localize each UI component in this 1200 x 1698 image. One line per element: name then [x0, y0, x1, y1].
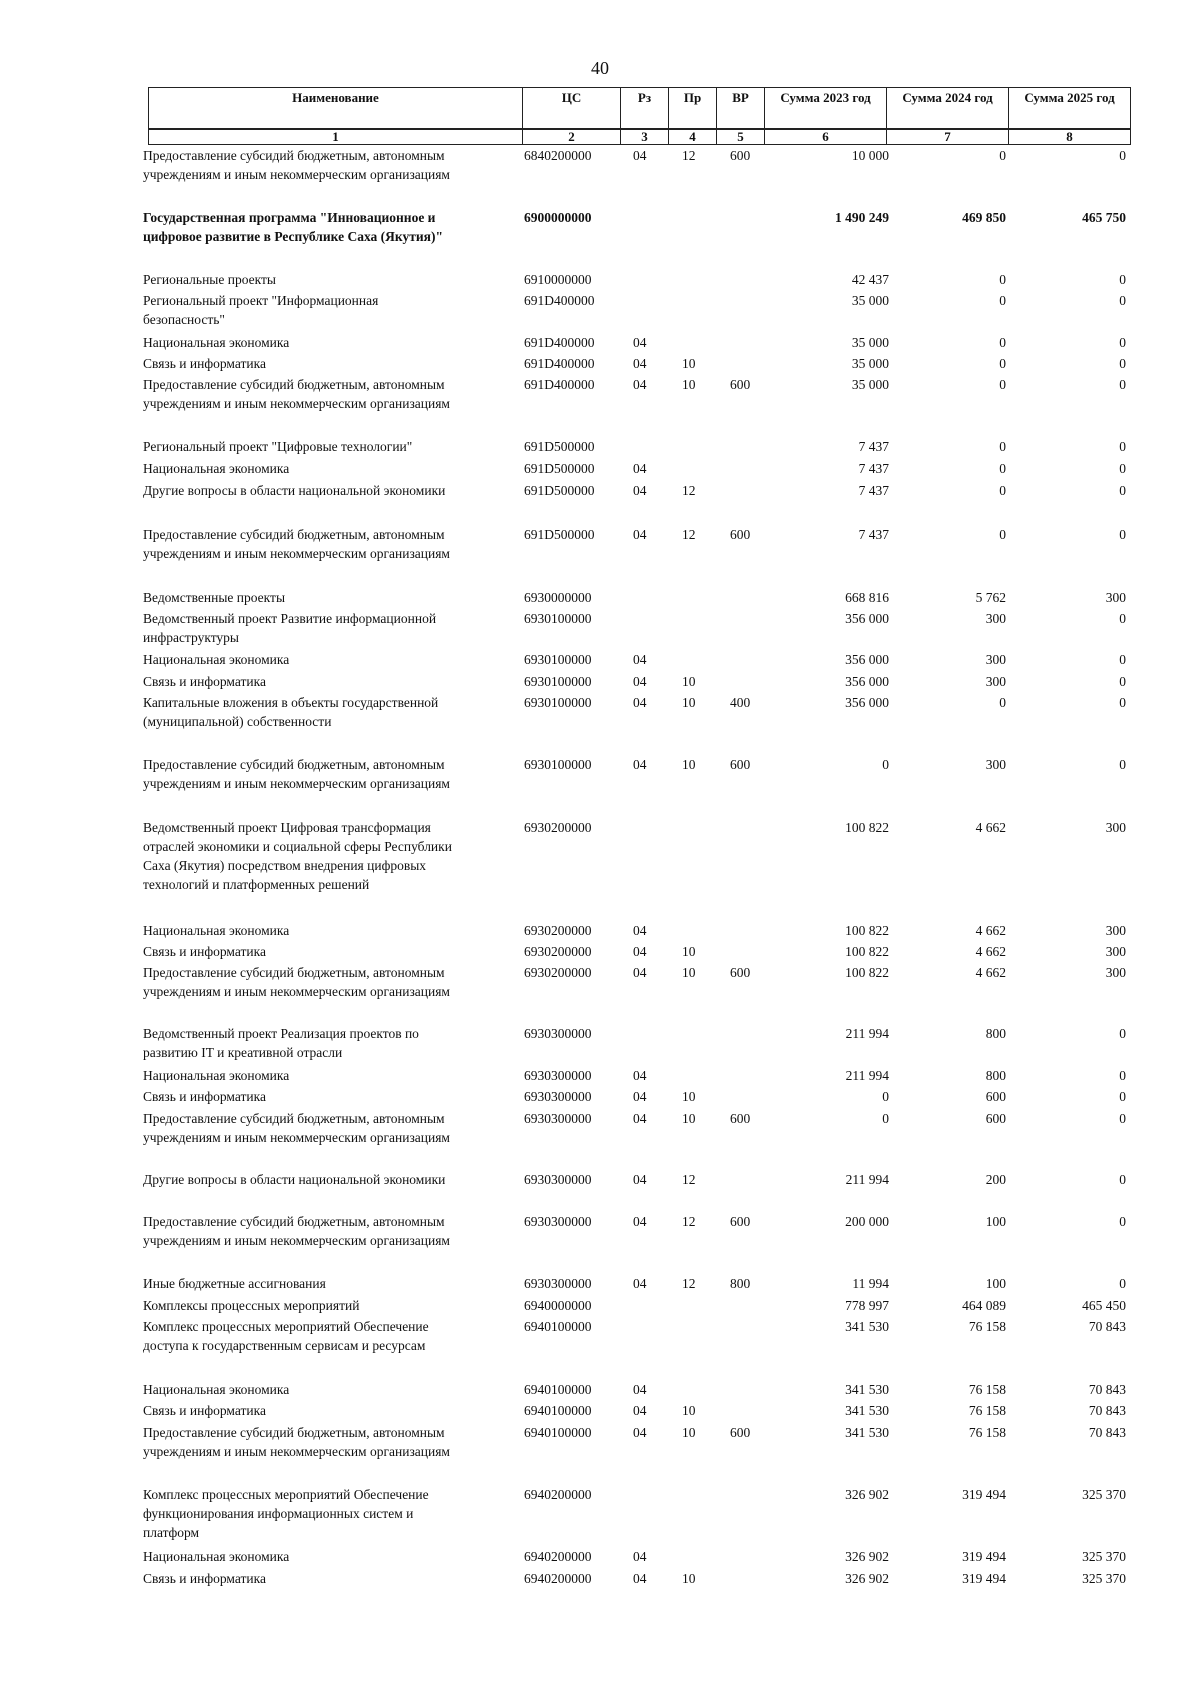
row-cs: 691D400000 — [524, 377, 595, 392]
row-sum-2024: 600 — [985, 1111, 1006, 1126]
row-sum-2024: 4 662 — [975, 965, 1006, 980]
row-sum-2023: 341 530 — [845, 1425, 889, 1440]
header-vr: ВР — [717, 88, 765, 130]
row-sum-2023: 42 437 — [851, 272, 889, 287]
row-sum-2024: 4 662 — [975, 820, 1006, 835]
row-name: Связь и информатика — [143, 356, 266, 371]
row-name: Предоставление субсидий бюджетным, автономным учреждениям и иным некоммерческим организациям — [143, 1214, 450, 1248]
row-name: Связь и информатика — [143, 1089, 266, 1104]
row-sum-2024: 469 850 — [962, 210, 1006, 225]
row-rz: 04 — [633, 461, 647, 476]
row-pr: 10 — [682, 377, 696, 392]
row-cs: 6930100000 — [524, 611, 592, 626]
row-sum-2025: 70 843 — [1088, 1403, 1126, 1418]
row-name: Национальная экономика — [143, 1549, 290, 1564]
row-sum-2025: 0 — [1119, 461, 1126, 476]
row-name: Региональный проект "Информационная безопасность" — [143, 293, 379, 327]
row-sum-2025: 300 — [1105, 590, 1126, 605]
row-sum-2023: 0 — [882, 757, 889, 772]
row-sum-2024: 100 — [985, 1276, 1006, 1291]
row-cs: 6940100000 — [524, 1319, 592, 1334]
row-pr: 12 — [682, 483, 696, 498]
row-pr: 10 — [682, 695, 696, 710]
row-pr: 10 — [682, 674, 696, 689]
row-cs: 6930300000 — [524, 1172, 592, 1187]
row-sum-2024: 4 662 — [975, 944, 1006, 959]
row-sum-2024: 300 — [985, 652, 1006, 667]
header-sum-2023: Сумма 2023 год — [765, 88, 887, 130]
row-sum-2023: 10 000 — [851, 148, 889, 163]
row-name: Связь и информатика — [143, 1403, 266, 1418]
row-cs: 6840200000 — [524, 148, 592, 163]
row-sum-2023: 356 000 — [845, 674, 889, 689]
row-sum-2025: 325 370 — [1082, 1487, 1126, 1502]
row-name: Связь и информатика — [143, 674, 266, 689]
row-sum-2023: 7 437 — [858, 527, 889, 542]
row-sum-2025: 0 — [1119, 272, 1126, 287]
column-number: 1 — [149, 129, 523, 145]
row-pr: 10 — [682, 1403, 696, 1418]
row-vr: 600 — [730, 1214, 751, 1229]
header-pr: Пр — [669, 88, 717, 130]
header-cs: ЦС — [523, 88, 621, 130]
row-vr: 600 — [730, 377, 751, 392]
row-sum-2025: 0 — [1119, 652, 1126, 667]
row-pr: 10 — [682, 757, 696, 772]
row-sum-2025: 300 — [1105, 923, 1126, 938]
row-sum-2025: 0 — [1119, 1172, 1126, 1187]
row-name: Ведомственные проекты — [143, 590, 286, 605]
row-cs: 6930300000 — [524, 1089, 592, 1104]
row-sum-2023: 668 816 — [845, 590, 889, 605]
column-number: 4 — [669, 129, 717, 145]
row-sum-2023: 100 822 — [845, 820, 889, 835]
row-cs: 6940200000 — [524, 1487, 592, 1502]
row-cs: 6940100000 — [524, 1403, 592, 1418]
row-rz: 04 — [633, 335, 647, 350]
row-cs: 6910000000 — [524, 272, 592, 287]
row-pr: 12 — [682, 1172, 696, 1187]
row-sum-2023: 341 530 — [845, 1319, 889, 1334]
row-cs: 6930100000 — [524, 695, 592, 710]
column-number: 6 — [765, 129, 887, 145]
row-sum-2025: 0 — [1119, 1111, 1126, 1126]
row-pr: 12 — [682, 1214, 696, 1229]
row-sum-2024: 0 — [999, 377, 1006, 392]
row-name: Национальная экономика — [143, 461, 290, 476]
row-vr: 800 — [730, 1276, 751, 1291]
row-sum-2023: 211 994 — [845, 1026, 889, 1041]
row-cs: 691D400000 — [524, 293, 595, 308]
header-sum-2024: Сумма 2024 год — [887, 88, 1009, 130]
row-sum-2025: 0 — [1119, 377, 1126, 392]
row-name: Связь и информатика — [143, 1571, 266, 1586]
row-sum-2024: 76 158 — [968, 1425, 1006, 1440]
row-pr: 10 — [682, 1111, 696, 1126]
row-sum-2024: 319 494 — [962, 1571, 1006, 1586]
row-cs: 691D500000 — [524, 527, 595, 542]
row-rz: 04 — [633, 652, 647, 667]
row-name: Иные бюджетные ассигнования — [143, 1276, 326, 1291]
row-rz: 04 — [633, 965, 647, 980]
row-sum-2024: 76 158 — [968, 1319, 1006, 1334]
row-rz: 04 — [633, 1089, 647, 1104]
row-cs: 6940200000 — [524, 1549, 592, 1564]
row-rz: 04 — [633, 757, 647, 772]
row-sum-2025: 0 — [1119, 527, 1126, 542]
row-name: Предоставление субсидий бюджетным, автономным учреждениям и иным некоммерческим организациям — [143, 148, 450, 182]
row-sum-2025: 300 — [1105, 820, 1126, 835]
row-sum-2023: 211 994 — [845, 1068, 889, 1083]
row-cs: 6940100000 — [524, 1382, 592, 1397]
row-sum-2023: 0 — [882, 1111, 889, 1126]
row-name: Предоставление субсидий бюджетным, автономным учреждениям и иным некоммерческим организациям — [143, 377, 450, 411]
row-rz: 04 — [633, 1276, 647, 1291]
row-sum-2025: 300 — [1105, 965, 1126, 980]
row-name: Предоставление субсидий бюджетным, автономным учреждениям и иным некоммерческим организациям — [143, 527, 450, 561]
row-pr: 10 — [682, 1425, 696, 1440]
column-number: 7 — [887, 129, 1009, 145]
row-sum-2024: 0 — [999, 483, 1006, 498]
row-pr: 12 — [682, 527, 696, 542]
row-cs: 691D400000 — [524, 335, 595, 350]
row-pr: 10 — [682, 356, 696, 371]
row-rz: 04 — [633, 377, 647, 392]
header-sum-2025: Сумма 2025 год — [1009, 88, 1131, 130]
row-cs: 6940200000 — [524, 1571, 592, 1586]
row-sum-2025: 0 — [1119, 1089, 1126, 1104]
row-sum-2024: 0 — [999, 356, 1006, 371]
row-cs: 6900000000 — [524, 210, 592, 225]
row-cs: 6930100000 — [524, 652, 592, 667]
row-sum-2023: 326 902 — [845, 1571, 889, 1586]
row-sum-2024: 200 — [985, 1172, 1006, 1187]
row-sum-2025: 0 — [1119, 439, 1126, 454]
row-vr: 600 — [730, 527, 751, 542]
row-sum-2024: 800 — [985, 1068, 1006, 1083]
row-sum-2025: 0 — [1119, 148, 1126, 163]
row-sum-2024: 0 — [999, 272, 1006, 287]
row-cs: 691D500000 — [524, 461, 595, 476]
row-name: Комплекс процессных мероприятий Обеспечение доступа к государственным сервисам и ресурсам — [143, 1319, 429, 1353]
row-cs: 6930300000 — [524, 1214, 592, 1229]
row-sum-2023: 326 902 — [845, 1549, 889, 1564]
row-name: Региональный проект "Цифровые технологии" — [143, 439, 413, 454]
row-cs: 6930300000 — [524, 1068, 592, 1083]
row-rz: 04 — [633, 1068, 647, 1083]
row-sum-2024: 319 494 — [962, 1549, 1006, 1564]
row-rz: 04 — [633, 1571, 647, 1586]
row-sum-2023: 100 822 — [845, 965, 889, 980]
row-rz: 04 — [633, 1111, 647, 1126]
row-rz: 04 — [633, 674, 647, 689]
row-cs: 6930200000 — [524, 965, 592, 980]
row-sum-2025: 0 — [1119, 695, 1126, 710]
row-vr: 600 — [730, 1425, 751, 1440]
row-cs: 6930200000 — [524, 923, 592, 938]
row-sum-2024: 5 762 — [975, 590, 1006, 605]
row-pr: 10 — [682, 1089, 696, 1104]
row-sum-2025: 70 843 — [1088, 1319, 1126, 1334]
row-sum-2025: 0 — [1119, 335, 1126, 350]
row-rz: 04 — [633, 1403, 647, 1418]
row-vr: 600 — [730, 757, 751, 772]
row-name: Ведомственный проект Развитие информационной инфраструктуры — [143, 611, 437, 645]
row-vr: 600 — [730, 1111, 751, 1126]
row-vr: 600 — [730, 148, 751, 163]
row-rz: 04 — [633, 1172, 647, 1187]
row-name: Капитальные вложения в объекты государственной (муниципальной) собственности — [143, 695, 439, 729]
row-cs: 6930100000 — [524, 757, 592, 772]
row-sum-2023: 341 530 — [845, 1382, 889, 1397]
row-name: Ведомственный проект Цифровая трансформация отраслей экономики и социальной сферы Республики Саха (Якутия) посредством внедрения цифровых технологий и платформенных решений — [143, 820, 452, 892]
row-sum-2023: 7 437 — [858, 483, 889, 498]
row-sum-2025: 0 — [1119, 1068, 1126, 1083]
row-sum-2024: 0 — [999, 335, 1006, 350]
row-sum-2023: 778 997 — [845, 1298, 889, 1313]
row-sum-2024: 800 — [985, 1026, 1006, 1041]
row-sum-2023: 341 530 — [845, 1403, 889, 1418]
row-sum-2023: 356 000 — [845, 652, 889, 667]
row-vr: 600 — [730, 965, 751, 980]
row-cs: 6930300000 — [524, 1276, 592, 1291]
row-sum-2024: 0 — [999, 439, 1006, 454]
row-cs: 6930200000 — [524, 820, 592, 835]
row-name: Другие вопросы в области национальной экономики — [143, 483, 446, 498]
row-sum-2025: 0 — [1119, 293, 1126, 308]
row-cs: 6930300000 — [524, 1026, 592, 1041]
row-sum-2023: 7 437 — [858, 439, 889, 454]
row-cs: 6940000000 — [524, 1298, 592, 1313]
row-sum-2023: 326 902 — [845, 1487, 889, 1502]
row-name: Государственная программа "Инновационное и цифровое развитие в Республике Саха (Якутия)" — [143, 210, 443, 244]
row-sum-2024: 300 — [985, 611, 1006, 626]
row-sum-2023: 1 490 249 — [835, 210, 889, 225]
row-sum-2025: 465 750 — [1082, 210, 1126, 225]
row-sum-2023: 7 437 — [858, 461, 889, 476]
row-name: Национальная экономика — [143, 923, 290, 938]
row-rz: 04 — [633, 148, 647, 163]
row-sum-2025: 0 — [1119, 1026, 1126, 1041]
column-number: 3 — [621, 129, 669, 145]
row-pr: 12 — [682, 148, 696, 163]
row-name: Предоставление субсидий бюджетным, автономным учреждениям и иным некоммерческим организациям — [143, 1111, 450, 1145]
row-name: Национальная экономика — [143, 1068, 290, 1083]
row-sum-2025: 0 — [1119, 674, 1126, 689]
row-vr: 400 — [730, 695, 751, 710]
row-sum-2024: 0 — [999, 148, 1006, 163]
column-number: 5 — [717, 129, 765, 145]
row-name: Национальная экономика — [143, 335, 290, 350]
row-sum-2024: 76 158 — [968, 1403, 1006, 1418]
row-sum-2025: 0 — [1119, 611, 1126, 626]
row-sum-2025: 465 450 — [1082, 1298, 1126, 1313]
row-sum-2024: 0 — [999, 461, 1006, 476]
header-name: Наименование — [149, 88, 523, 130]
column-number: 2 — [523, 129, 621, 145]
row-sum-2023: 35 000 — [851, 356, 889, 371]
row-name: Комплекс процессных мероприятий Обеспечение функционирования информационных систем и платформ — [143, 1487, 429, 1540]
row-sum-2023: 356 000 — [845, 611, 889, 626]
row-sum-2025: 325 370 — [1082, 1571, 1126, 1586]
row-sum-2024: 100 — [985, 1214, 1006, 1229]
row-rz: 04 — [633, 923, 647, 938]
row-name: Предоставление субсидий бюджетным, автономным учреждениям и иным некоммерческим организациям — [143, 965, 450, 999]
row-cs: 6940100000 — [524, 1425, 592, 1440]
row-cs: 691D500000 — [524, 439, 595, 454]
row-sum-2023: 11 994 — [852, 1276, 889, 1291]
row-rz: 04 — [633, 1214, 647, 1229]
row-rz: 04 — [633, 944, 647, 959]
row-rz: 04 — [633, 1382, 647, 1397]
row-sum-2024: 300 — [985, 757, 1006, 772]
row-sum-2025: 325 370 — [1082, 1549, 1126, 1564]
row-pr: 10 — [682, 965, 696, 980]
row-name: Национальная экономика — [143, 1382, 290, 1397]
column-number: 8 — [1009, 129, 1131, 145]
row-name: Комплексы процессных мероприятий — [143, 1298, 360, 1313]
row-sum-2023: 211 994 — [845, 1172, 889, 1187]
row-pr: 10 — [682, 1571, 696, 1586]
row-name: Другие вопросы в области национальной экономики — [143, 1172, 446, 1187]
row-sum-2023: 200 000 — [845, 1214, 889, 1229]
row-name: Предоставление субсидий бюджетным, автономным учреждениям и иным некоммерческим организациям — [143, 1425, 450, 1459]
row-name: Связь и информатика — [143, 944, 266, 959]
header-rz: Рз — [621, 88, 669, 130]
row-sum-2024: 600 — [985, 1089, 1006, 1104]
row-rz: 04 — [633, 483, 647, 498]
row-sum-2024: 464 089 — [962, 1298, 1006, 1313]
row-sum-2024: 300 — [985, 674, 1006, 689]
row-name: Национальная экономика — [143, 652, 290, 667]
row-cs: 691D500000 — [524, 483, 595, 498]
row-sum-2025: 0 — [1119, 356, 1126, 371]
row-cs: 6930200000 — [524, 944, 592, 959]
row-pr: 10 — [682, 944, 696, 959]
row-rz: 04 — [633, 1425, 647, 1440]
row-sum-2023: 35 000 — [851, 335, 889, 350]
row-name: Предоставление субсидий бюджетным, автономным учреждениям и иным некоммерческим организациям — [143, 757, 450, 791]
row-sum-2023: 35 000 — [851, 293, 889, 308]
row-sum-2025: 0 — [1119, 757, 1126, 772]
row-sum-2023: 100 822 — [845, 944, 889, 959]
row-rz: 04 — [633, 695, 647, 710]
row-sum-2024: 0 — [999, 527, 1006, 542]
row-rz: 04 — [633, 1549, 647, 1564]
row-sum-2025: 70 843 — [1088, 1425, 1126, 1440]
row-cs: 6930100000 — [524, 674, 592, 689]
page-number: 40 — [591, 58, 609, 78]
row-name: Ведомственный проект Реализация проектов по развитию IT и креативной отрасли — [143, 1026, 419, 1060]
row-sum-2025: 0 — [1119, 1214, 1126, 1229]
row-sum-2024: 319 494 — [962, 1487, 1006, 1502]
row-sum-2024: 0 — [999, 695, 1006, 710]
row-cs: 6930000000 — [524, 590, 592, 605]
row-sum-2024: 76 158 — [968, 1382, 1006, 1397]
row-sum-2025: 0 — [1119, 483, 1126, 498]
row-sum-2024: 4 662 — [975, 923, 1006, 938]
row-pr: 12 — [682, 1276, 696, 1291]
row-cs: 6930300000 — [524, 1111, 592, 1126]
row-sum-2024: 0 — [999, 293, 1006, 308]
row-sum-2023: 356 000 — [845, 695, 889, 710]
row-sum-2023: 0 — [882, 1089, 889, 1104]
row-rz: 04 — [633, 527, 647, 542]
row-sum-2023: 35 000 — [851, 377, 889, 392]
row-sum-2025: 300 — [1105, 944, 1126, 959]
row-sum-2025: 0 — [1119, 1276, 1126, 1291]
row-name: Региональные проекты — [143, 272, 276, 287]
row-rz: 04 — [633, 356, 647, 371]
row-sum-2025: 70 843 — [1088, 1382, 1126, 1397]
row-cs: 691D400000 — [524, 356, 595, 371]
row-sum-2023: 100 822 — [845, 923, 889, 938]
